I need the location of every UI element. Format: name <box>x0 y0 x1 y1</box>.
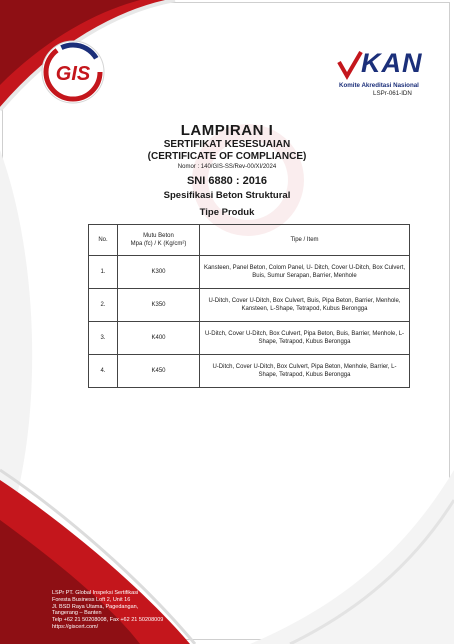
header-mutu-line1: Mutu Beton <box>143 233 174 239</box>
row-no: 3. <box>89 322 118 355</box>
footer-line: Foresta Business Loft 2, Unit 16 <box>52 596 131 603</box>
kan-checkmark-icon <box>337 50 363 80</box>
row-no: 2. <box>89 289 118 322</box>
row-tipe: Kansteen, Panel Beton, Colom Panel, U- Ditch, Cover U-Ditch, Box Culvert, Buis, Sumur Serapan, Barrier, Menhole <box>200 256 410 289</box>
header-mutu-beton <box>118 225 200 256</box>
kan-logo-text: KAN <box>361 48 423 78</box>
footer-line: LSPr PT. Global Inspeksi Sertifikasi <box>52 590 139 596</box>
row-no: 4. <box>89 355 118 388</box>
footer-line: Telp +62 21 50208008, Fax +62 21 50208009 <box>52 617 164 624</box>
document-title: LAMPIRAN I <box>180 122 274 139</box>
footer-address <box>52 590 163 631</box>
standard-scope: Spesifikasi Beton Struktural <box>163 190 291 201</box>
footer-line: Jl. BSD Raya Utama, Pagedangan, <box>52 603 139 610</box>
row-mutu: K450 <box>118 355 200 388</box>
footer-website-link[interactable]: https://giscert.com/ <box>52 623 99 630</box>
product-table <box>88 224 410 388</box>
standard-number: SNI 6880 : 2016 <box>186 175 268 187</box>
table-row <box>89 289 410 322</box>
row-mutu: K400 <box>118 322 200 355</box>
certificate-title: SERTIFIKAT KESESUAIAN <box>163 139 291 150</box>
table-header-row <box>89 225 410 256</box>
row-mutu: K300 <box>118 256 200 289</box>
table-row <box>89 322 410 355</box>
footer-line: Tangerang – Banten <box>52 610 102 617</box>
gis-logo-text: GIS <box>55 63 91 85</box>
header-tipe-item: Tipe / Item <box>200 225 410 256</box>
row-tipe: U-Ditch, Cover U-Ditch, Box Culvert, Buis, Pipa Beton, Barrier, Menhole, Kansteen, L-Shape, Tetrapod, Kubus Berongga <box>200 289 410 322</box>
row-no: 1. <box>89 256 118 289</box>
certificate-number: Nomor : 140/GIS-SS/Rev-00/XI/2024 <box>177 164 277 170</box>
table-row <box>89 256 410 289</box>
row-mutu: K350 <box>118 289 200 322</box>
product-type-heading: Tipe Produk <box>199 207 255 218</box>
row-tipe: U-Ditch, Cover U-Ditch, Box Culvert, Pipa Beton, Menhole, Barrier, L-Shape, Tetrapod, Kubus Berongga <box>200 355 410 388</box>
table-row <box>89 355 410 388</box>
kan-subtitle: Komite Akreditasi Nasional <box>339 82 419 89</box>
header-no: No. <box>89 225 118 256</box>
row-tipe: U-Ditch, Cover U-Ditch, Box Culvert, Pipa Beton, Buis, Barrier, Menhole, L-Shape, Tetrapod, Kubus Berongga <box>200 322 410 355</box>
header-mutu-line2: Mpa (fc) / K (Kg/cm²) <box>130 241 187 247</box>
gis-logo <box>41 40 105 104</box>
kan-accreditation-code: LSPr-061-IDN <box>373 90 412 97</box>
certificate-title-en: (CERTIFICATE OF COMPLIANCE) <box>147 151 307 162</box>
